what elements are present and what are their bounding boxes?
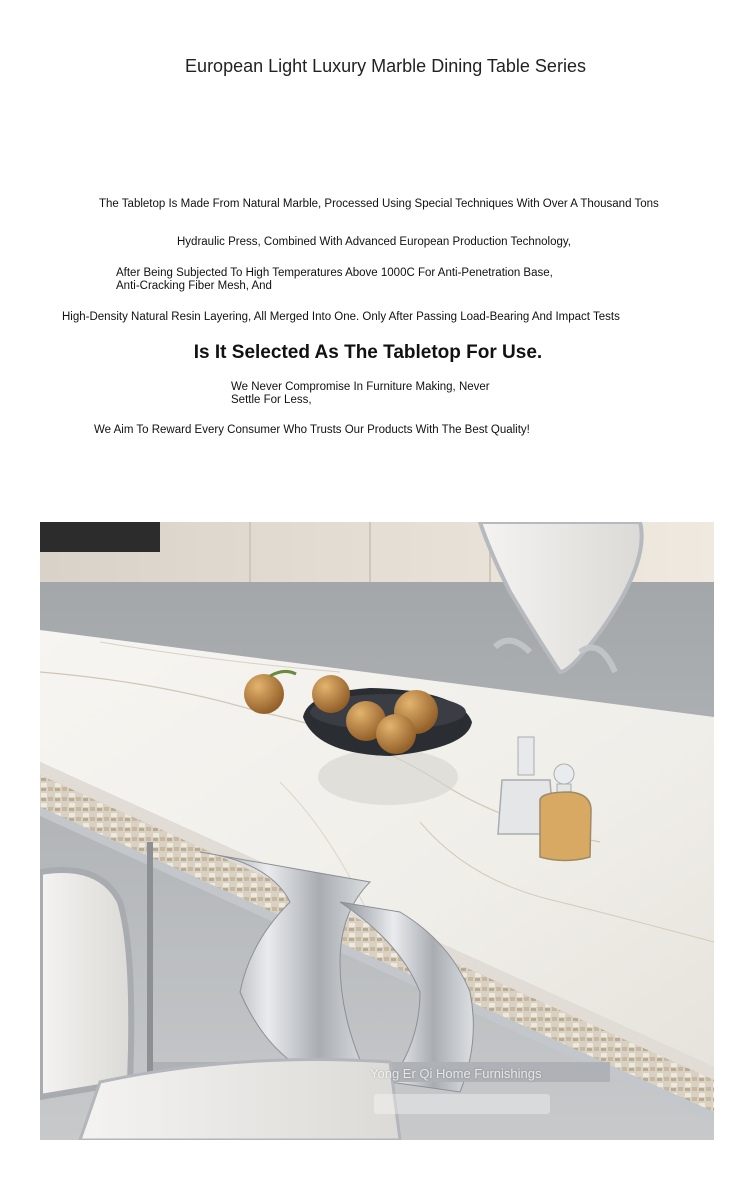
marble-table-illustration — [40, 522, 714, 1140]
desc-line-2: Hydraulic Press, Combined With Advanced European Production Technology, — [177, 236, 571, 248]
product-photo — [40, 522, 714, 1140]
headline: Is It Selected As The Tabletop For Use. — [193, 342, 543, 363]
watermark-text: Yong Er Qi Home Furnishings — [370, 1066, 542, 1081]
desc-line-1: The Tabletop Is Made From Natural Marble, Processed Using Special Techniques With Over A Thousand Tons — [99, 198, 659, 210]
watermark-logo-strip — [374, 1094, 550, 1114]
desc-line-4: High-Density Natural Resin Layering, All Merged Into One. Only After Passing Load-Bearing And Impact Tests — [62, 311, 620, 323]
desc-line-3a: After Being Subjected To High Temperatures Above 1000C For Anti-Penetration Base, — [116, 267, 553, 279]
page-title: European Light Luxury Marble Dining Table Series — [185, 56, 586, 76]
desc-line-5b: Settle For Less, — [231, 394, 312, 406]
desc-line-5a: We Never Compromise In Furniture Making, Never — [231, 381, 490, 393]
desc-line-3b: Anti-Cracking Fiber Mesh, And — [116, 280, 272, 292]
desc-line-6: We Aim To Reward Every Consumer Who Trusts Our Products With The Best Quality! — [94, 424, 530, 436]
